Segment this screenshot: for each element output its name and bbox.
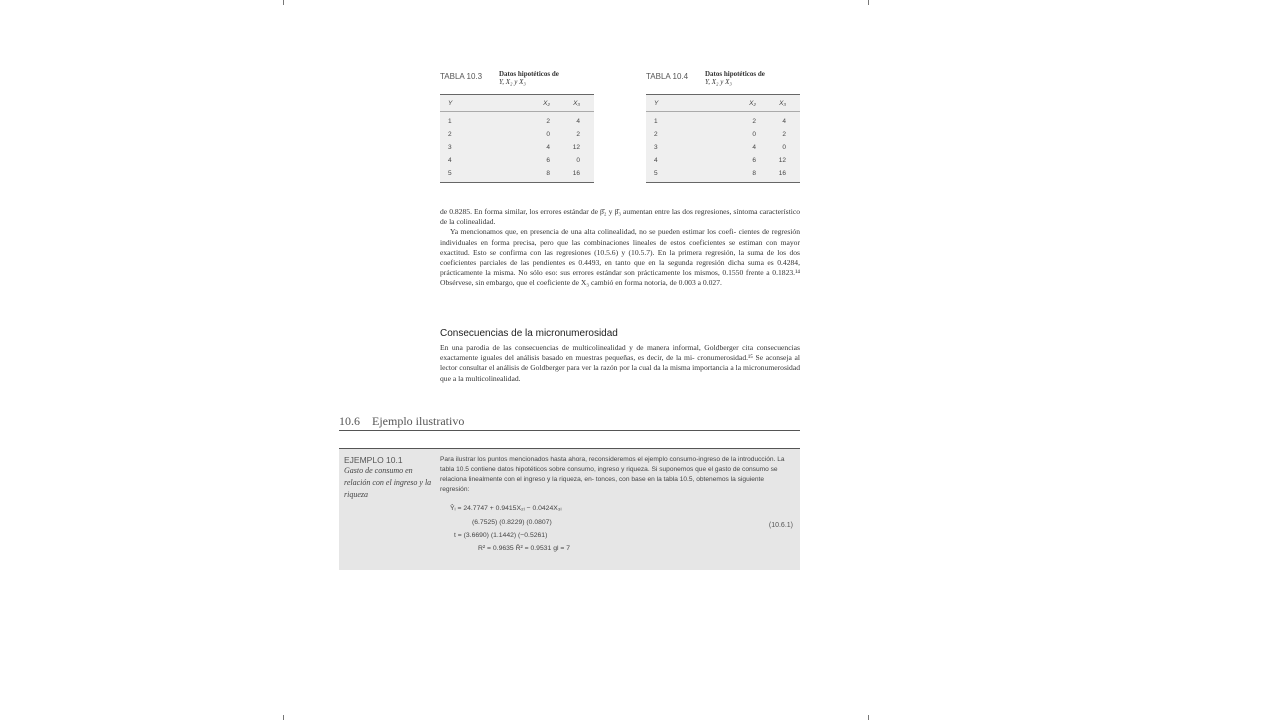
table-cell: 4 [576,118,580,125]
table-10-3 [440,70,594,183]
equation-line: Ŷᵢ = 24.7747 + 0.9415X₂ᵢ − 0.0424X₃ᵢ [450,505,562,512]
table-cell: 0 [752,131,756,138]
table-cell: 6 [752,157,756,164]
table-cell: 1 [654,118,658,125]
example-sidebar [344,455,434,501]
table-cell: 2 [448,131,452,138]
section-heading [339,414,800,431]
body-text [440,207,800,289]
table-row [440,141,594,154]
table-cell: 4 [782,118,786,125]
table-title-line: Datos hipotéticos de [499,70,559,78]
table-cell: 16 [756,167,800,183]
table-cell: 0 [576,157,580,164]
table-row [646,141,800,154]
table-row [646,112,800,129]
example-text: Para ilustrar los puntos mencionados hasta ahora, reconsideremos el ejemplo consumo-ingreso de la introducción. La tabla 10.5 contiene datos hipotéticos sobre consumo, ingreso y riqueza. Si suponemos que el gasto de consumo se relaciona linealmente con el ingreso y la riqueza, en- tonces, con base en la tabla 10.5, obtenemos la siguiente regresión: [440,456,785,493]
table-cell: 4 [752,144,756,151]
example-caption: Gasto de consumo en relación con el ingreso y la riqueza [344,466,432,499]
table-header [440,70,594,94]
table-cell: 6 [546,157,550,164]
table-row [440,128,594,141]
table-subtitle: Y, X₂ y X₃ [705,78,732,86]
column-header: Y [440,95,489,112]
table-10-4 [646,70,800,183]
table-cell: 8 [489,167,550,183]
table-label: TABLA 10.4 [646,72,689,81]
data-table [440,94,594,183]
crop-mark-bottom-right [868,715,869,720]
table-cell: 3 [448,144,452,151]
table-cell: 12 [572,144,580,151]
table-cell: 8 [695,167,756,183]
table-cell: 5 [646,167,695,183]
table-cell: 4 [654,157,658,164]
paragraph: Ya mencionamos que, en presencia de una alta colinealidad, no se pueden estimar los coefi- cientes de regresión individuales en forma precisa, pero que las combinaciones lineales de estos coeficientes se estiman con mayor exactitud. Esto se confirma con las regresiones (10.5.6) y (10.5.7). En la primera regresión, la suma de los dos coeficientes parciales de las pendientes es 0.4493, en tanto que en la segunda regresión dicha suma es 0.4284, prácticamente la misma. No sólo eso: sus errores estándar son prácticamente los mismos, 0.1550 frente a 0.1823.¹⁴ Obsérvese, sin embargo, que el coeficiente de X₃ cambió en forma notoria, de 0.003 a 0.027. [440,227,800,288]
paragraph: En una parodia de las consecuencias de multicolinealidad y de manera informal, Goldberger cita consecuencias exactamente iguales del análisis basado en muestras pequeñas, es decir, de la mi- cronumerosidad.¹⁵ Se aconseja al lector consultar el análisis de Goldberger para ver la razón por la cual da la misma importancia a la micronumerosidad que a la multicolinealidad. [440,343,800,383]
table-cell: 0 [546,131,550,138]
table-cell: 3 [654,144,658,151]
table-title [705,70,765,86]
paragraph: de 0.8285. En forma similar, los errores estándar de β̂₂ y β̂₃ aumentan entre las dos regresiones, síntoma característico de la colinealidad. [440,207,800,227]
section-number: 10.6 [339,414,360,428]
column-header: X₃ [550,95,594,112]
table-cell: 12 [778,157,786,164]
table-row [646,154,800,167]
equation-line: t = (3.6690) (1.1442) (−0.5261) [454,532,548,539]
table-label: TABLA 10.3 [440,72,483,81]
column-header: Y [646,95,695,112]
column-header: X₃ [756,95,800,112]
column-header: X₂ [695,95,756,112]
table-cell: 2 [782,131,786,138]
table-cell: 0 [782,144,786,151]
table-row [440,167,594,183]
equation-line: R² = 0.9635 R̄² = 0.9531 gl = 7 [478,545,571,552]
table-subtitle: Y, X₂ y X₃ [499,78,526,86]
table-row [440,154,594,167]
body-text-2 [440,343,800,384]
example-content [440,455,795,495]
table-header [646,70,800,94]
table-cell: 5 [440,167,489,183]
section-title: Ejemplo ilustrativo [372,414,465,428]
table-title [499,70,559,86]
example-box [339,448,800,570]
table-cell: 4 [546,144,550,151]
table-row [646,167,800,183]
table-cell: 2 [576,131,580,138]
column-header: X₂ [489,95,550,112]
crop-mark-top-left [283,0,284,5]
crop-mark-bottom-left [283,715,284,720]
subsection-heading: Consecuencias de la micronumerosidad [440,328,618,339]
crop-mark-top-right [868,0,869,5]
equation-number: (10.6.1) [768,522,793,529]
table-cell: 2 [654,131,658,138]
table-row [440,112,594,129]
table-cell: 4 [448,157,452,164]
table-cell: 2 [752,118,756,125]
table-row [646,128,800,141]
equation-line: (6.7525) (0.8229) (0.0807) [472,519,552,526]
table-title-line: Datos hipotéticos de [705,70,765,78]
table-cell: 16 [550,167,594,183]
table-cell: 1 [448,118,452,125]
table-cell: 2 [546,118,550,125]
example-label: EJEMPLO 10.1 [344,455,403,465]
data-table [646,94,800,183]
